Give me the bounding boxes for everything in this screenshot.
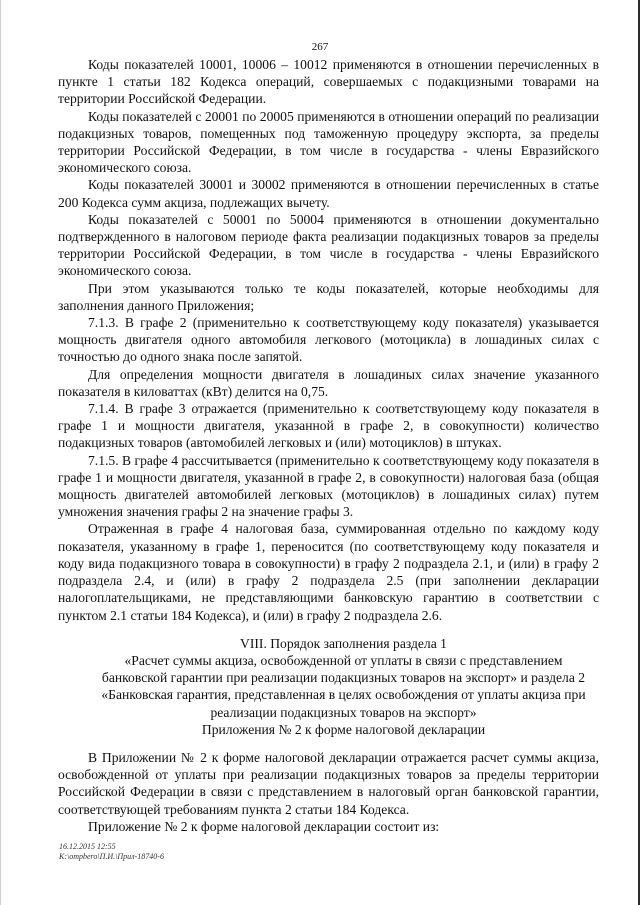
section-heading-line-2: «Расчет суммы акциза, освобожденной от уплаты в связи с представлением [124, 652, 563, 668]
paragraph-codes-30001: Коды показателей 30001 и 30002 применяются в отношении перечисленных в статье 200 Кодекса сумм акциза, подлежащих вычету. [58, 177, 599, 210]
page-number: 267 [311, 41, 329, 53]
paragraph-codes-20001: Коды показателей с 20001 по 20005 применяются в отношении операций по реализации подакцизных товаров, помещенных под таможенную процедуру экспорта, за пределы территории Российской Федерации, в том числе в государства - члены Евразийского экономического союза. [58, 108, 599, 176]
document-body [58, 56, 599, 835]
section-heading-line-5: реализации подакцизных товаров на экспорт» [210, 704, 477, 720]
paragraph-power-conversion: Для определения мощности двигателя в лошадиных силах значение указанного показателя в киловаттах (кВт) делится на 0,75. [58, 366, 599, 399]
paragraph-tax-base-transfer: Отраженная в графе 4 налоговая база, суммированная отдельно по каждому коду показателя, указанному в графе 1, переносится (по соответствующему коду показателя и коду вида подакцизного товара в совокупности) в графу 2 подраздела 2.1, и (или) в графу 2 подраздела 2.4, и (или) в графу 2 подраздела 2.5 (при заполнении декларации налогоплательщиками, не представляющими банковскую гарантию в соответствии с пунктом 2.1 статьи 184 Кодекса), и (или) в графу 2 подраздела 2.6. [58, 521, 599, 623]
paragraph-appendix-2-structure: Приложение № 2 к форме налоговой декларации состоит из: [88, 818, 440, 834]
section-heading-line-4: «Банковская гарантия, представленная в целях освобождения от уплаты акциза при [101, 687, 586, 703]
section-heading-line-6: Приложения № 2 к форме налоговой декларации [201, 721, 486, 737]
paragraph-7-1-4: 7.1.4. В графе 3 отражается (применительно к соответствующему коду показателя в графе 1 и мощности двигателя, указанной в графе 2, в совокупности) количество подакцизных товаров (автомобилей легковых и (или) мотоциклов) в штуках. [58, 401, 599, 451]
paragraph-codes-50001: Коды показателей с 50001 по 50004 применяются в отношении документально подтвержденного в налоговом периоде факта реализации подакцизных товаров за пределы территории Российской Федерации, в том числе в государства - члены Евразийского экономического союза. [58, 211, 599, 279]
section-heading-line-3: банковской гарантии при реализации подакцизных товаров на экспорт» и раздела 2 [101, 670, 586, 686]
footer-stamp [59, 842, 164, 862]
paragraph-codes-10001: Коды показателей 10001, 10006 – 10012 применяются в отношении перечисленных в пункте 1 статьи 182 Кодекса операций, совершаемых с подакцизными товарами на территории Российской Федерации. [58, 57, 599, 107]
scan-edge-left [0, 0, 1, 905]
section-heading-title: VIII. Порядок заполнения раздела 1 [240, 635, 447, 651]
footer-timestamp: 16.12.2015 12:55 [59, 842, 116, 851]
paragraph-codes-note: При этом указываются только те коды показателей, которые необходимы для заполнения данного Приложения; [58, 280, 599, 313]
paragraph-7-1-5: 7.1.5. В графе 4 рассчитывается (применительно к соответствующему коду показателя в графе 1 и мощности двигателя, указанной в графе 2, в совокупности) налоговая база (общая мощность двигателей автомобилей легковых (мотоциклов) в лошадиных силах) путем умножения значения графы 2 на значение графы 3. [58, 452, 599, 520]
footer-file-path: К:\ompbero\П.И.\Прил-18740-6 [59, 852, 164, 861]
paragraph-7-1-3: 7.1.3. В графе 2 (применительно к соответствующему коду показателя) указывается мощность двигателя одного автомобиля легкового (мотоцикла) в лошадиных силах с точностью до одного знака после запятой. [58, 315, 599, 365]
paragraph-appendix-2-intro: В Приложении № 2 к форме налоговой декларации отражается расчет суммы акциза, освобожденной от уплаты при реализации подакцизных товаров за пределы территории Российской Федерации в связи с представлением в налоговый орган банковской гарантии, соответствующей требованиям пункта 2 статьи 184 Кодекса. [58, 749, 599, 817]
